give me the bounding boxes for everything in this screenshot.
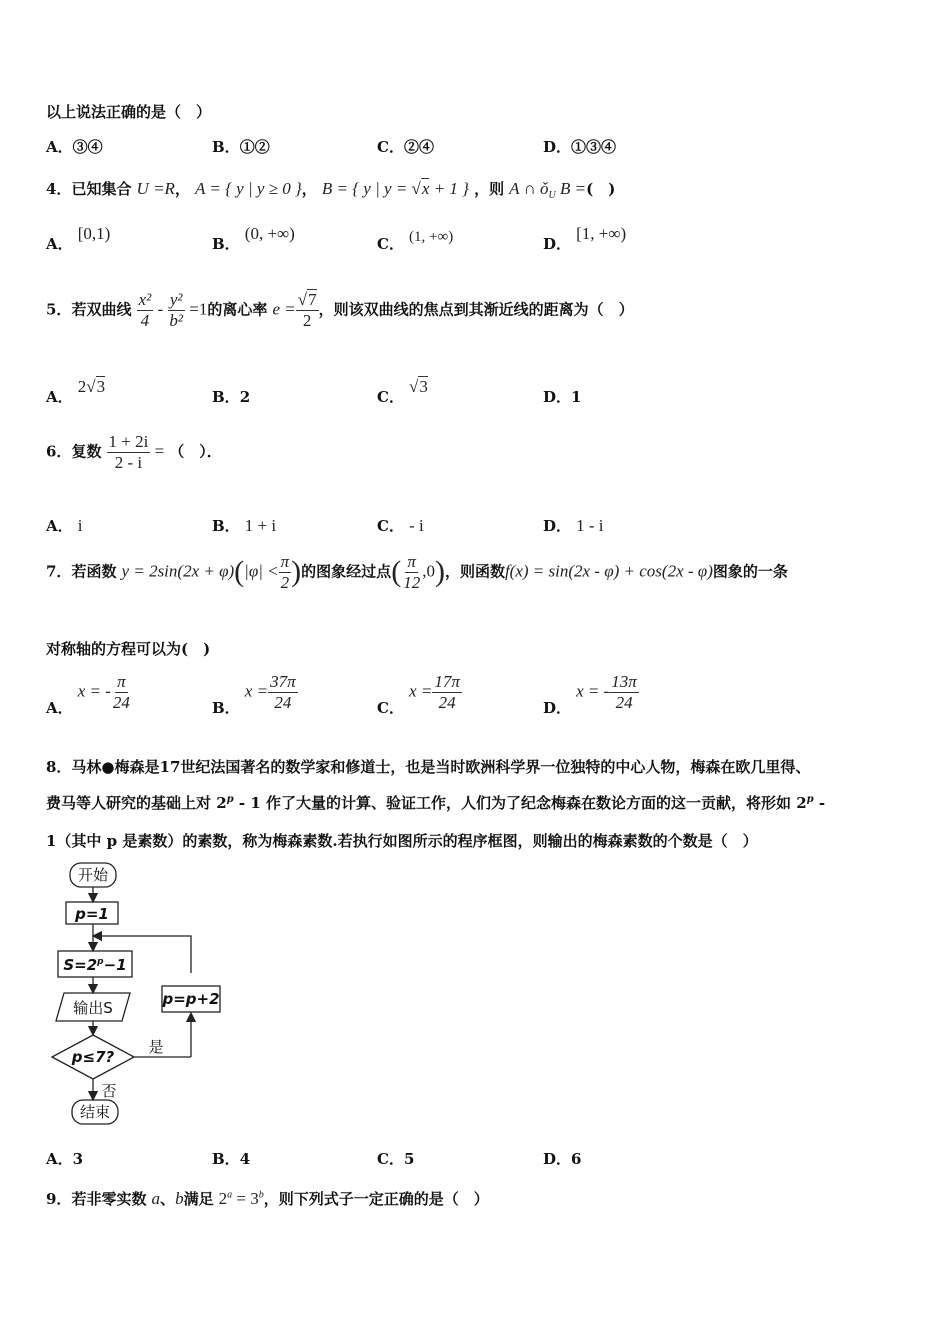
- question-7: 7．若函数 y = 2sin(2x + φ)(|φ| < $\frac{\pi}{2}$ )的图象经过点( $\frac{\pi}{12}$ ,0)，则函数f(x) = sin(2x - φ) + cos(2x - φ)图象的一条: [46, 552, 788, 592]
- option-d[interactable]: D． 1 - i: [543, 516, 604, 535]
- flowchart-cond-label: p≤7?: [71, 1048, 115, 1066]
- option-b[interactable]: B． x = $\frac{37\pi}{24}$: [212, 672, 296, 717]
- question-4: 4．已知集合 U =R， A = { y | y ≥ 0 }， B = { y | y = √x + 1 } ，则 A ∩ $ǒ_U$ B =( ): [46, 179, 616, 202]
- option-b[interactable]: B．①②: [212, 138, 270, 156]
- option-a[interactable]: A．3: [46, 1150, 84, 1168]
- flowchart-init-label: p=1: [75, 905, 109, 923]
- option-c[interactable]: C． √3: [377, 377, 428, 406]
- option-d[interactable]: D．1: [543, 388, 582, 406]
- option-d[interactable]: D．6: [543, 1150, 582, 1168]
- option-c[interactable]: C．5: [377, 1150, 415, 1168]
- flowchart-start-label: 开始: [77, 866, 109, 884]
- option-c[interactable]: C． - i: [377, 516, 424, 535]
- option-b[interactable]: B． (0, +∞): [212, 224, 295, 253]
- option-b[interactable]: B． 1 + i: [212, 516, 277, 535]
- flowchart-assign-label: $S=2^p-1$: [63, 956, 127, 974]
- option-c[interactable]: C．②④: [377, 138, 434, 156]
- option-d[interactable]: D． x = - $\frac{13\pi}{24}$: [543, 672, 637, 717]
- question-8-line2: 费马等人研究的基础上对 2$^p$ - 1 作了大量的计算、验证工作，人们为了纪念梅森在数论方面的这一贡献，将形如 2$^p$ -: [46, 794, 826, 812]
- question-6: 6．复数 $\frac{1 + 2i}{2 - i}$ = （ ）．: [46, 432, 222, 472]
- option-b[interactable]: B．2: [212, 388, 251, 406]
- flowchart-end-label: 结束: [79, 1103, 111, 1121]
- flowchart-no-label: 否: [101, 1082, 117, 1100]
- question-8-line1: 8．马林●梅森是17世纪法国著名的数学家和修道士，也是当时欧洲科学界一位独特的中心人物，梅森在欧几里得、: [46, 758, 811, 776]
- option-a[interactable]: A． i: [46, 516, 83, 535]
- option-a[interactable]: A． 2√3: [46, 377, 106, 406]
- option-a[interactable]: A． x = - $\frac{\pi}{24}$: [46, 672, 130, 717]
- flowchart: [50, 860, 240, 1135]
- flowchart-update-label: p=p+2: [162, 990, 220, 1008]
- flowchart-output-label: 输出S: [73, 999, 113, 1017]
- option-a[interactable]: A．③④: [46, 138, 103, 156]
- option-b[interactable]: B．4: [212, 1150, 251, 1168]
- question-8-line3: 1（其中 p 是素数）的素数，称为梅森素数.若执行如图所示的程序框图，则输出的梅森素数的个数是（ ）: [46, 832, 758, 850]
- option-d[interactable]: D．①③④: [543, 138, 617, 156]
- option-c[interactable]: C． (1, +∞): [377, 229, 454, 253]
- option-a[interactable]: A． [0,1): [46, 224, 111, 253]
- question-7-line2: 对称轴的方程可以为( ): [46, 640, 211, 658]
- flowchart-yes-label: 是: [148, 1038, 164, 1056]
- option-d[interactable]: D． [1, +∞): [543, 224, 627, 253]
- question-9: 9．若非零实数 a、b满足 $2^a = 3^b$，则下列式子一定正确的是（ ）: [46, 1189, 489, 1208]
- question-5: 5．若双曲线 $\frac{\text{x²}}{4}$ - $\frac{\text{y²}}{\text{b²}}$ =1的离心率 e = $\frac{√7}{2}$ ，则该双曲线的焦点到其渐近线的距离为（ ）: [46, 290, 634, 330]
- option-c[interactable]: C． x = $\frac{17\pi}{24}$: [377, 672, 460, 717]
- question-prompt-line: 以上说法正确的是（ ）: [46, 103, 212, 121]
